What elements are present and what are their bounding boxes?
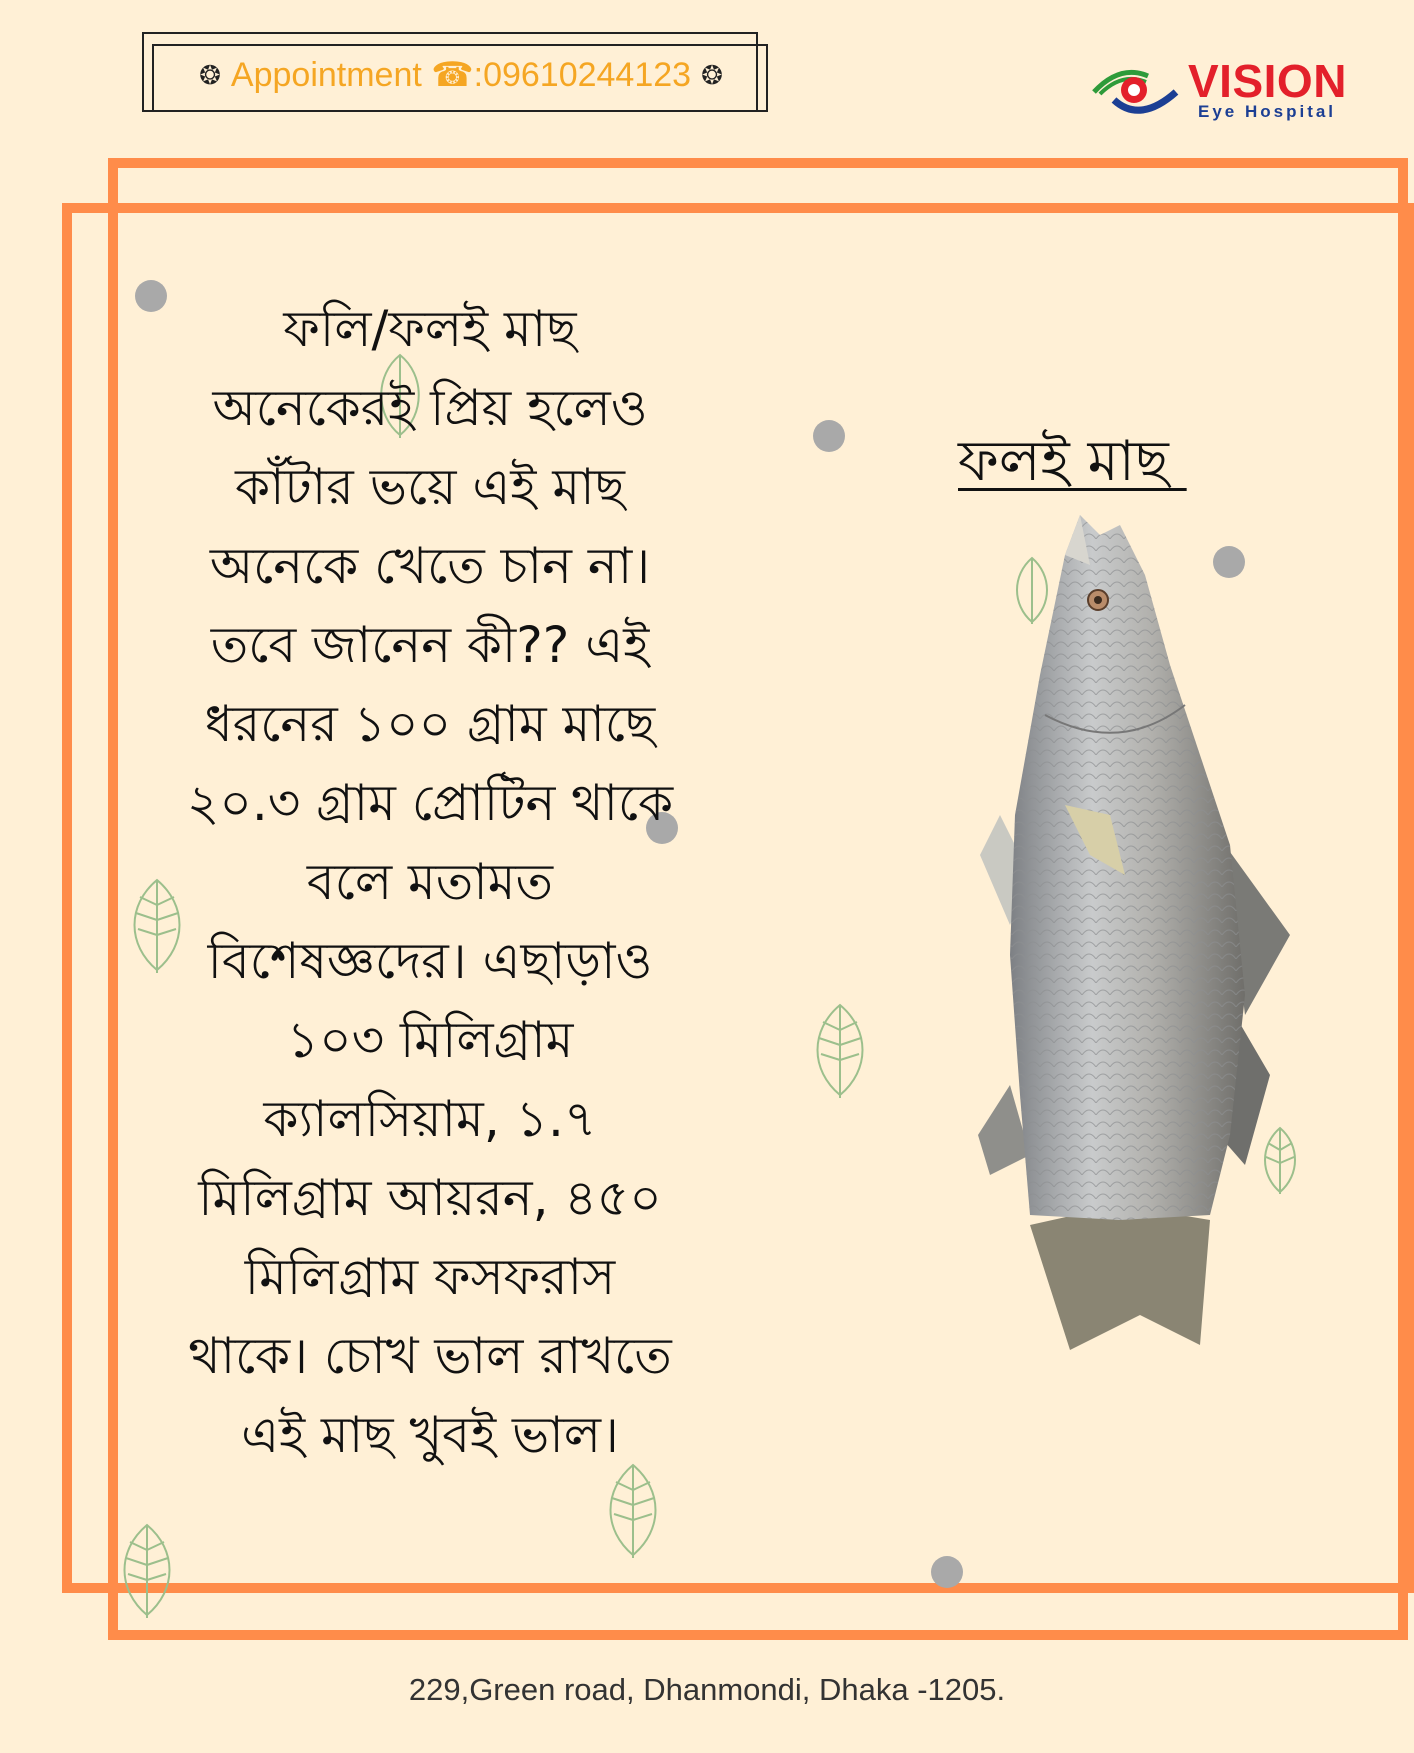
leaf-icon [805,1000,875,1100]
decor-dot [813,420,845,452]
body-line: ধরনের ১০০ গ্রাম মাছে [204,695,656,753]
body-line: ফলি/ফলই মাছ [283,300,577,358]
fish-photo [970,515,1310,1360]
appointment-row [166,50,756,100]
decor-dot [931,1556,963,1588]
body-line: এই মাছ খুবই ভাল। [241,1406,619,1464]
leaf-icon [598,1460,668,1560]
appointment-label: Appointment ☎:09610244123 [230,56,692,94]
body-line: তবে জানেন কী?? এই [210,616,650,674]
body-line: অনেকেরই প্রিয় হলেও [212,379,648,437]
body-line: বলে মতামত [306,853,554,911]
beans-icon: ❂ [199,59,221,90]
body-line: বিশেষজ্ঞদের। এছাড়াও [207,932,653,990]
body-line: ক্যালসিয়াম, ১.৭ [263,1090,597,1148]
post-heading: ফলই মাছ [958,429,1187,494]
body-line: ২০.৩ গ্রাম প্রোটিন থাকে [186,774,674,832]
vision-logo [1090,55,1365,130]
body-line: কাঁটার ভয়ে এই মাছ [235,458,625,516]
logo-wordmark: VISION [1188,55,1347,107]
body-line: মিলিগ্রাম আয়রন, ৪৫০ [198,1169,662,1227]
post-body [150,290,710,1475]
beans-icon: ❂ [701,59,723,90]
body-line: ১০৩ মিলিগ্রাম [286,1011,574,1069]
body-line: অনেকে খেতে চান না। [209,537,651,595]
body-line: থাকে। চোখ ভাল রাখতে [188,1327,672,1385]
leaf-icon [112,1520,182,1620]
logo-tagline: Eye Hospital [1198,102,1337,121]
appointment-box [142,30,764,114]
eye-logo-icon [1090,60,1190,124]
body-line: মিলিগ্রাম ফসফরাস [244,1248,616,1306]
footer-address: 229,Green road, Dhanmondi, Dhaka -1205. [408,1672,1006,1707]
